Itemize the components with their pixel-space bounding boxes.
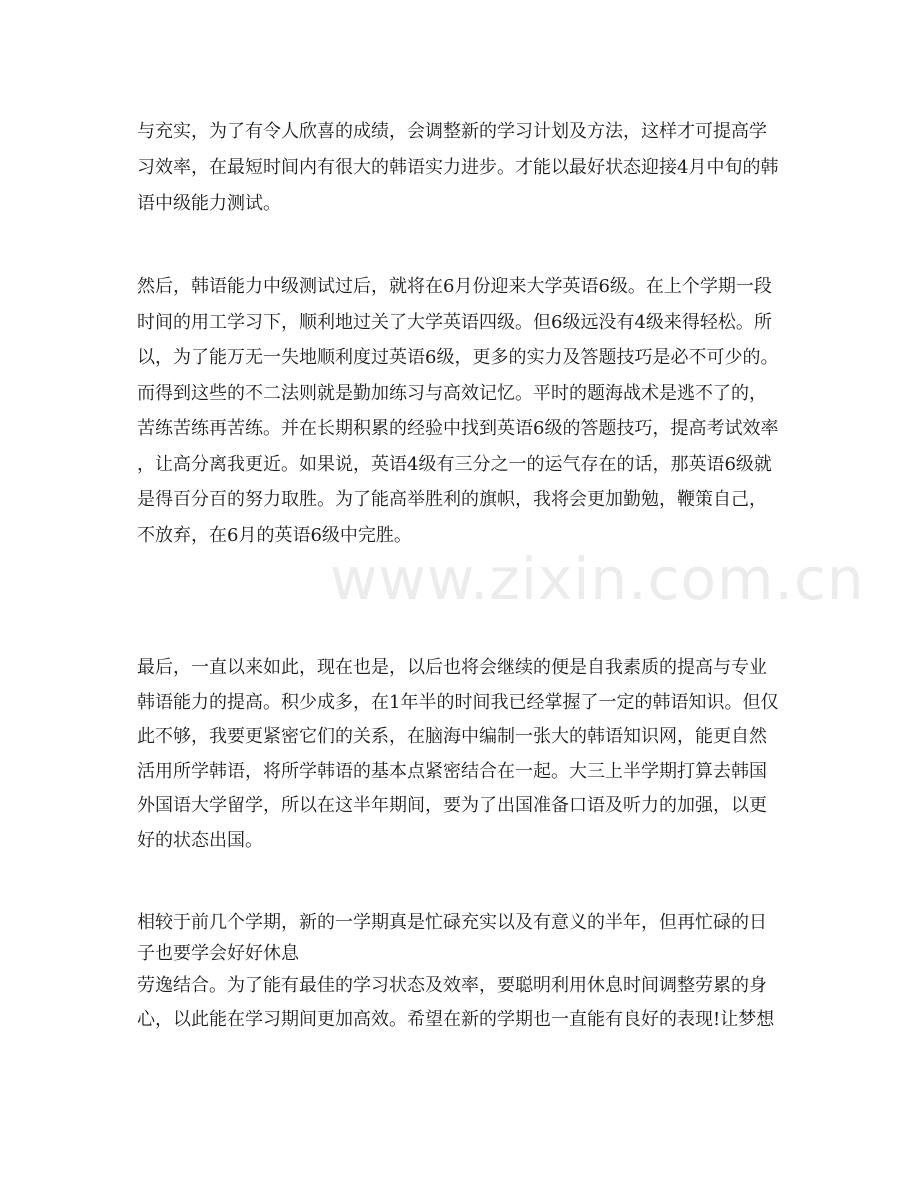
text-line: 然后，韩语能力中级测试过后，就将在6月份迎来大学英语6级。在上个学期一段 (137, 276, 772, 297)
watermark: www.zixin.com.cn (330, 545, 865, 613)
text-line: 外国语大学留学，所以在这半年期间，要为了出国准备口语及听力的加强，以更 (137, 795, 767, 816)
text-line: 韩语能力的提高。积少成多，在1年半的时间我已经掌握了一定的韩语知识。但仅 (137, 691, 779, 713)
text-line: 而得到这些的不二法则就是勤加练习与高效记忆。平时的题海战术是逃不了的， (137, 382, 767, 404)
paragraph-study-plan (137, 114, 787, 222)
text-line: 活用所学韩语，将所学韩语的基本点紧密结合在一起。大三上半学期打算去韩国 (137, 760, 767, 782)
text-line: 不放弃，在6月的英语6级中完胜。 (137, 524, 412, 546)
paragraph-korean-ability (137, 651, 787, 858)
text-line: 劳逸结合。为了能有最佳的学习状态及效率，要聪明利用休息时间调整劳累的身 (137, 975, 767, 996)
text-line: 习效率，在最短时间内有很大的韩语实力进步。才能以最好状态迎接4月中旬的韩 (137, 157, 779, 178)
text-line: 时间的用工学习下，顺利地过关了大学英语四级。但6级远没有4级来得轻松。所 (137, 311, 772, 333)
text-line: 好的状态出国。 (137, 829, 263, 851)
text-line: 与充实，为了有令人欣喜的成绩，会调整新的学习计划及方法，这样才可提高学 (137, 121, 767, 142)
text-line: 是得百分百的努力取胜。为了能高举胜利的旗帜，我将会更加勤勉，鞭策自己， (137, 489, 767, 510)
text-line: 子也要学会好好休息 (137, 943, 299, 964)
text-line: 苦练苦练再苦练。并在长期积累的经验中找到英语6级的答题技巧，提高考试效率 (137, 418, 779, 439)
text-line: 语中级能力测试。 (137, 193, 281, 214)
text-line: 以，为了能万无一失地顺利度过英语6级，更多的实力及答题技巧是必不可少的。 (137, 347, 779, 368)
text-line: 此不够，我要更紧密它们的关系，在脑海中编制一张大的韩语知识网，能更自然 (137, 726, 767, 747)
text-line: 相较于前几个学期，新的一学期真是忙碌充实以及有意义的半年，但再忙碌的日 (137, 912, 767, 933)
text-line: 心，以此能在学习期间更加高效。希望在新的学期也一直能有良好的表现!让梦想 (137, 1009, 775, 1030)
paragraph-english-cet6 (137, 269, 787, 553)
paragraph-rest-balance (137, 907, 787, 1037)
text-line: 最后，一直以来如此，现在也是，以后也将会继续的便是自我素质的提高与专业 (137, 657, 767, 678)
text-line: ，让高分离我更近。如果说，英语4级有三分之一的运气存在的话，那英语6级就 (137, 453, 772, 475)
